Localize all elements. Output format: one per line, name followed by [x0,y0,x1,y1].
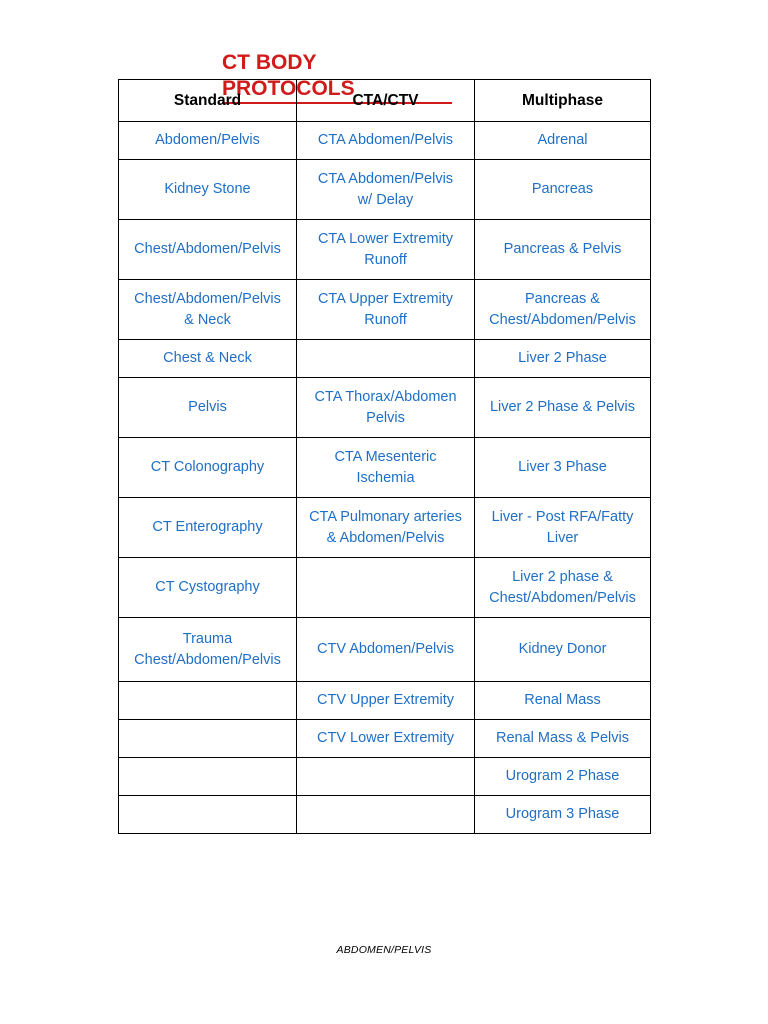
cell-multiphase: Renal Mass [475,682,651,720]
cell-standard: Kidney Stone [119,160,297,220]
cell-cta: CTV Lower Extremity [297,720,475,758]
cell-multiphase: Kidney Donor [475,618,651,682]
table-header-row [119,80,651,122]
cell-multiphase: Pancreas [475,160,651,220]
table-row [119,220,651,280]
table-row [119,558,651,618]
cell-multiphase: Liver 2 Phase & Pelvis [475,378,651,438]
cell-standard [119,720,297,758]
cell-standard: Chest & Neck [119,340,297,378]
cell-multiphase: Urogram 2 Phase [475,758,651,796]
cell-multiphase: Liver 2 phase & Chest/Abdomen/Pelvis [475,558,651,618]
header-standard: Standard [119,80,297,122]
cell-standard [119,758,297,796]
cell-multiphase: Adrenal [475,122,651,160]
table-row [119,498,651,558]
cell-standard: CT Enterography [119,498,297,558]
cell-multiphase: Pancreas & Chest/Abdomen/Pelvis [475,280,651,340]
table-row [119,618,651,682]
page-title: CT BODY PROTOCOLS [222,50,452,104]
cell-cta: CTA Pulmonary arteries & Abdomen/Pelvis [297,498,475,558]
cell-standard [119,682,297,720]
table-row [119,682,651,720]
header-cta-ctv: CTA/CTV [297,80,475,122]
table-row [119,438,651,498]
page-footer: ABDOMEN/PELVIS [336,944,432,956]
table-row [119,720,651,758]
table-row [119,160,651,220]
cell-standard: Chest/Abdomen/Pelvis & Neck [119,280,297,340]
cell-cta: CTA Thorax/Abdomen Pelvis [297,378,475,438]
cell-standard: Abdomen/Pelvis [119,122,297,160]
cell-multiphase: Liver - Post RFA/Fatty Liver [475,498,651,558]
cell-cta: CTA Mesenteric Ischemia [297,438,475,498]
table-row [119,340,651,378]
cell-cta: CTA Upper Extremity Runoff [297,280,475,340]
cell-standard [119,796,297,834]
table-row [119,378,651,438]
cell-cta: CTA Abdomen/Pelvis w/ Delay [297,160,475,220]
cell-standard: Chest/Abdomen/Pelvis [119,220,297,280]
cell-cta [297,558,475,618]
cell-standard: CT Colonography [119,438,297,498]
cell-cta [297,796,475,834]
table-row [119,122,651,160]
cell-cta [297,340,475,378]
header-multiphase: Multiphase [475,80,651,122]
cell-multiphase: Urogram 3 Phase [475,796,651,834]
cell-cta: CTA Lower Extremity Runoff [297,220,475,280]
cell-cta: CTV Upper Extremity [297,682,475,720]
cell-cta [297,758,475,796]
cell-standard: CT Cystography [119,558,297,618]
cell-standard: Pelvis [119,378,297,438]
table-row [119,796,651,834]
table-row [119,758,651,796]
table-row [119,280,651,340]
cell-multiphase: Liver 3 Phase [475,438,651,498]
cell-cta: CTA Abdomen/Pelvis [297,122,475,160]
cell-cta: CTV Abdomen/Pelvis [297,618,475,682]
cell-multiphase: Renal Mass & Pelvis [475,720,651,758]
cell-multiphase: Liver 2 Phase [475,340,651,378]
cell-multiphase: Pancreas & Pelvis [475,220,651,280]
protocols-table [118,79,651,834]
cell-standard: Trauma Chest/Abdomen/Pelvis [119,618,297,682]
